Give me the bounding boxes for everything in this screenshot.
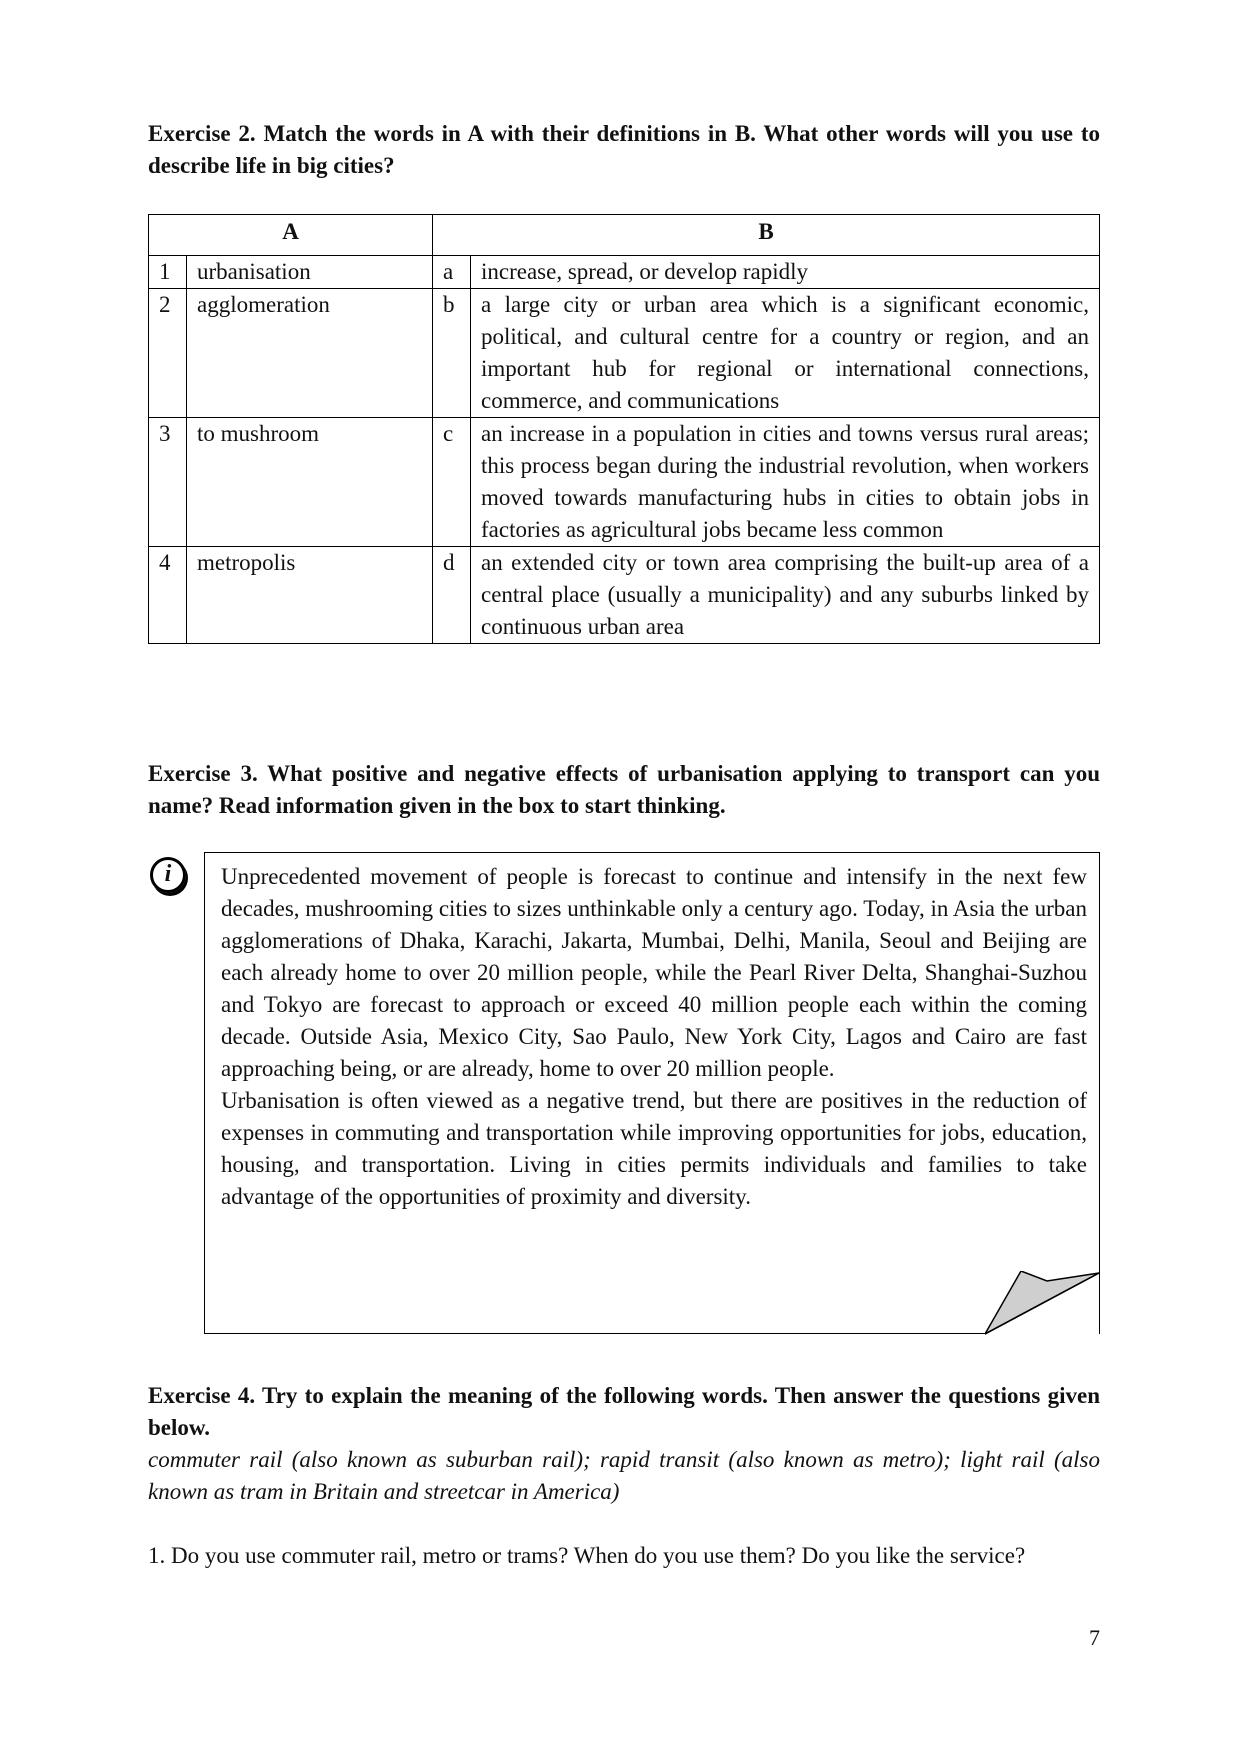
column-a-header: A: [149, 215, 433, 256]
row-number: 2: [149, 289, 187, 418]
term: to mushroom: [187, 418, 433, 547]
definition-letter: c: [433, 418, 471, 547]
row-number: 3: [149, 418, 187, 547]
definition: an extended city or town area comprising the built-up area of a central place (usually a municipality) and any suburbs linked by continuous urban area: [471, 547, 1100, 644]
matching-table: [148, 214, 1100, 644]
page-number: 7: [1089, 1625, 1100, 1650]
table-row: [149, 289, 1100, 418]
info-paragraph-2: Urbanisation is often viewed as a negative trend, but there are positives in the reduction of expenses in commuting and transportation while improving opportunities for jobs, education, housing, and transportation. Living in cities permits individuals and families to take advantage of the opportunities of proximity and diversity.: [221, 1088, 1087, 1209]
info-box-text: [221, 861, 1087, 1213]
info-icon: i: [150, 857, 186, 893]
table-row: [149, 547, 1100, 644]
term: agglomeration: [187, 289, 433, 418]
exercise-4-heading: Exercise 4. Try to explain the meaning of the following words. Then answer the questions given below.: [148, 1383, 1100, 1440]
row-number: 4: [149, 547, 187, 644]
exercise-2-heading: Exercise 2. Match the words in A with their definitions in B. What other words will you use to describe life in big cities?: [148, 121, 1100, 178]
definition: increase, spread, or develop rapidly: [471, 256, 1100, 289]
table-row: [149, 418, 1100, 547]
page-curl-icon: [985, 1271, 1101, 1335]
exercise-4-terms: commuter rail (also known as suburban rail); rapid transit (also known as metro); light rail (also known as tram in Britain and streetcar in America): [148, 1447, 1100, 1504]
info-paragraph-1: Unprecedented movement of people is forecast to continue and intensify in the next few decades, mushrooming cities to sizes unthinkable only a century ago. Today, in Asia the urban agglomerations of Dhaka, Karachi, Jakarta, Mumbai, Delhi, Manila, Seoul and Beijing are each already home to over 20 million people, while the Pearl River Delta, Shanghai-Suzhou and Tokyo are forecast to approach or exceed 40 million people each within the coming decade. Outside Asia, Mexico City, Sao Paulo, New York City, Lagos and Cairo are fast approaching being, or are already, home to over 20 million people.: [221, 864, 1087, 1081]
term: urbanisation: [187, 256, 433, 289]
row-number: 1: [149, 256, 187, 289]
exercise-3-heading: Exercise 3. What positive and negative effects of urbanisation applying to transport can you name? Read information given in the box to start thinking.: [148, 761, 1100, 818]
definition-letter: d: [433, 547, 471, 644]
definition: a large city or urban area which is a significant economic, political, and cultural centre for a country or region, and an important hub for regional or international connections, commerce, and communications: [471, 289, 1100, 418]
definition-letter: b: [433, 289, 471, 418]
term: metropolis: [187, 547, 433, 644]
table-header-row: [149, 215, 1100, 256]
definition-letter: a: [433, 256, 471, 289]
table-row: [149, 256, 1100, 289]
definition: an increase in a population in cities and towns versus rural areas; this process began during the industrial revolution, when workers moved towards manufacturing hubs in cities to obtain jobs in factories as agricultural jobs became less common: [471, 418, 1100, 547]
question-1: 1. Do you use commuter rail, metro or trams? When do you use them? Do you like the service?: [148, 1543, 1026, 1568]
column-b-header: B: [433, 215, 1100, 256]
info-box: [204, 852, 1100, 1334]
